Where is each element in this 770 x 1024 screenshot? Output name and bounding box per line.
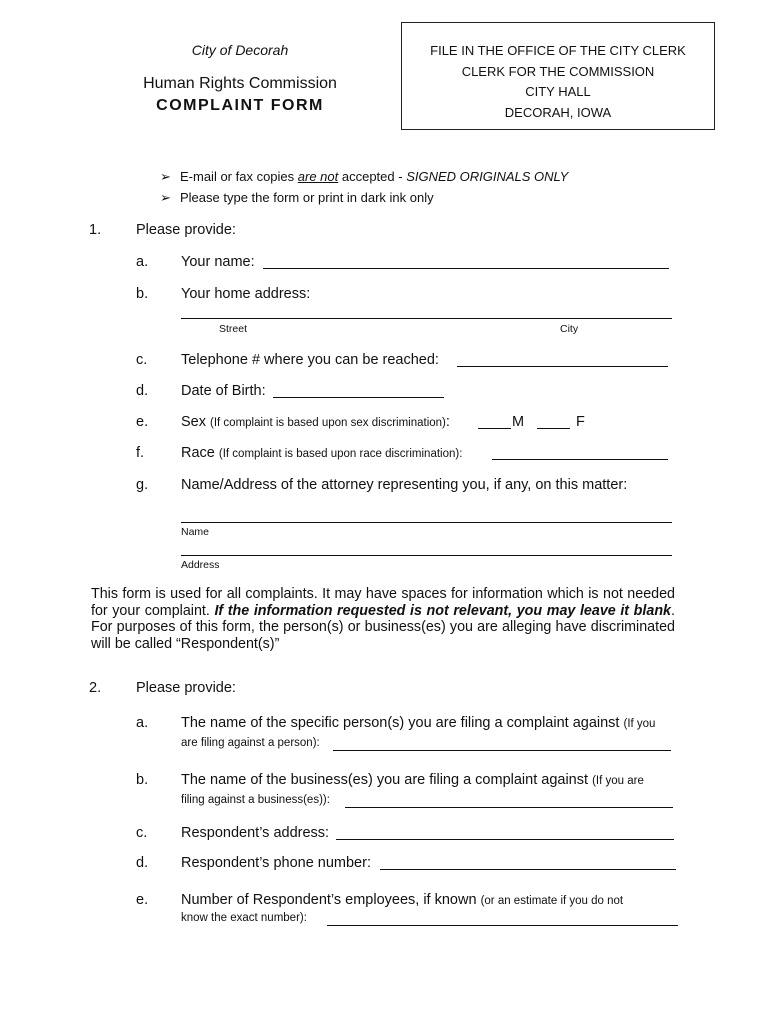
city-name: City of Decorah [191, 42, 289, 58]
item-letter: a. [136, 715, 149, 731]
male-option-label: M [512, 414, 525, 430]
respondent-phone-label: Respondent’s phone number: [181, 855, 371, 871]
respondent-employees-note: (or an estimate if you do not [480, 895, 624, 907]
filing-line-3: CITY HALL [525, 84, 591, 99]
filing-office-box [401, 22, 715, 130]
race-field[interactable] [492, 459, 668, 460]
respondent-business-note: (If you are [592, 775, 644, 787]
item-letter: c. [136, 825, 148, 841]
item-letter: g. [136, 477, 149, 493]
sex-label-text: Sex [181, 414, 211, 430]
commission-name: Human Rights Commission [143, 75, 337, 92]
item-letter: f. [136, 445, 145, 461]
item-letter: a. [136, 254, 149, 270]
item-letter: e. [136, 892, 149, 908]
instruction-emphasis: are not [297, 169, 339, 184]
filing-line-4: DECORAH, IOWA [504, 104, 612, 120]
form-title: COMPLAINT FORM [156, 97, 324, 114]
attorney-label: Name/Address of the attorney representing you, if any, on this matter: [181, 477, 628, 493]
race-label-text: Race [181, 445, 219, 461]
sex-note: (If complaint is based upon sex discrimination) [210, 417, 446, 429]
home-address-label: Your home address: [181, 286, 311, 302]
date-of-birth-label: Date of Birth: [181, 383, 266, 399]
instruction-item [160, 166, 568, 187]
street-caption: Street [219, 323, 248, 335]
respondent-employees-note-text: know the exact number) [181, 912, 304, 924]
attorney-name-field[interactable] [181, 522, 672, 523]
respondent-business-note-2: filing against a business(es)): [181, 794, 330, 806]
attorney-address-caption: Address [181, 559, 220, 571]
sex-male-field[interactable] [478, 428, 511, 429]
respondent-business-label [181, 770, 644, 791]
paragraph-text: This form is used for all complaints. It may have spaces for information which is not needed for your complaint. [91, 586, 675, 619]
paragraph-emphasis: If the information requested is not relevant, you may leave it blank [214, 602, 672, 619]
section-1-title: Please provide: [136, 222, 236, 238]
city-caption: City [560, 323, 579, 335]
filing-line-1: FILE IN THE OFFICE OF THE CITY CLERK [430, 43, 686, 58]
arrow-bullet-icon: ➢ [160, 169, 171, 184]
respondent-person-field[interactable] [333, 750, 671, 751]
respondent-person-note: (If you [623, 718, 656, 730]
sex-label [181, 412, 450, 433]
respondent-business-text: The name of the business(es) you are filing a complaint against [181, 772, 593, 788]
form-header [92, 40, 388, 116]
instruction-text: accepted - [338, 169, 407, 184]
sex-colon: : [445, 414, 450, 430]
telephone-label: Telephone # where you can be reached: [181, 352, 439, 368]
instruction-item [160, 187, 568, 208]
item-letter: c. [136, 352, 148, 368]
item-letter: b. [136, 286, 149, 302]
attorney-address-field[interactable] [181, 555, 672, 556]
home-address-field[interactable] [181, 318, 672, 319]
instruction-text: Please type the form or print in dark ink only [180, 190, 434, 205]
item-letter: d. [136, 383, 149, 399]
race-note: (If complaint is based upon race discrimination): [218, 448, 463, 460]
respondent-employees-text: Number of Respondent’s employees, if known [181, 892, 481, 908]
instructions-list [160, 166, 568, 208]
date-of-birth-field[interactable] [273, 397, 444, 398]
respondent-employees-colon: : [303, 912, 307, 924]
respondent-person-note-2: are filing against a person): [181, 737, 320, 749]
instruction-text: E-mail or fax copies [180, 169, 298, 184]
item-letter: b. [136, 772, 149, 788]
female-option-label: F [576, 414, 585, 430]
section-2-title: Please provide: [136, 680, 236, 696]
race-label [181, 443, 462, 464]
respondent-phone-field[interactable] [380, 869, 676, 870]
your-name-label: Your name: [181, 254, 255, 270]
respondent-business-field[interactable] [345, 807, 673, 808]
arrow-bullet-icon: ➢ [160, 190, 171, 205]
respondent-address-label: Respondent’s address: [181, 825, 330, 841]
item-letter: e. [136, 414, 149, 430]
your-name-field[interactable] [263, 268, 669, 269]
attorney-name-caption: Name [181, 526, 210, 538]
paragraph-text: . For purposes of this form, the person(s) or business(es) you are alleging have discriminated will be called “Respondent(s)” [91, 602, 675, 652]
respondent-employees-note-2 [181, 912, 307, 924]
instruction-italic: SIGNED ORIGINALS ONLY [406, 169, 569, 184]
sex-female-field[interactable] [537, 428, 570, 429]
respondent-person-label [181, 713, 655, 734]
respondent-person-text: The name of the specific person(s) you are filing a complaint against [181, 715, 624, 731]
respondent-employees-field[interactable] [327, 925, 678, 926]
section-2-number: 2. [89, 680, 102, 696]
telephone-field[interactable] [457, 366, 668, 367]
respondent-address-field[interactable] [336, 839, 674, 840]
item-letter: d. [136, 855, 149, 871]
instructions-paragraph [91, 586, 675, 652]
filing-line-2: CLERK FOR THE COMMISSION [461, 63, 655, 79]
respondent-employees-label [181, 890, 623, 911]
section-1-number: 1. [89, 222, 102, 238]
